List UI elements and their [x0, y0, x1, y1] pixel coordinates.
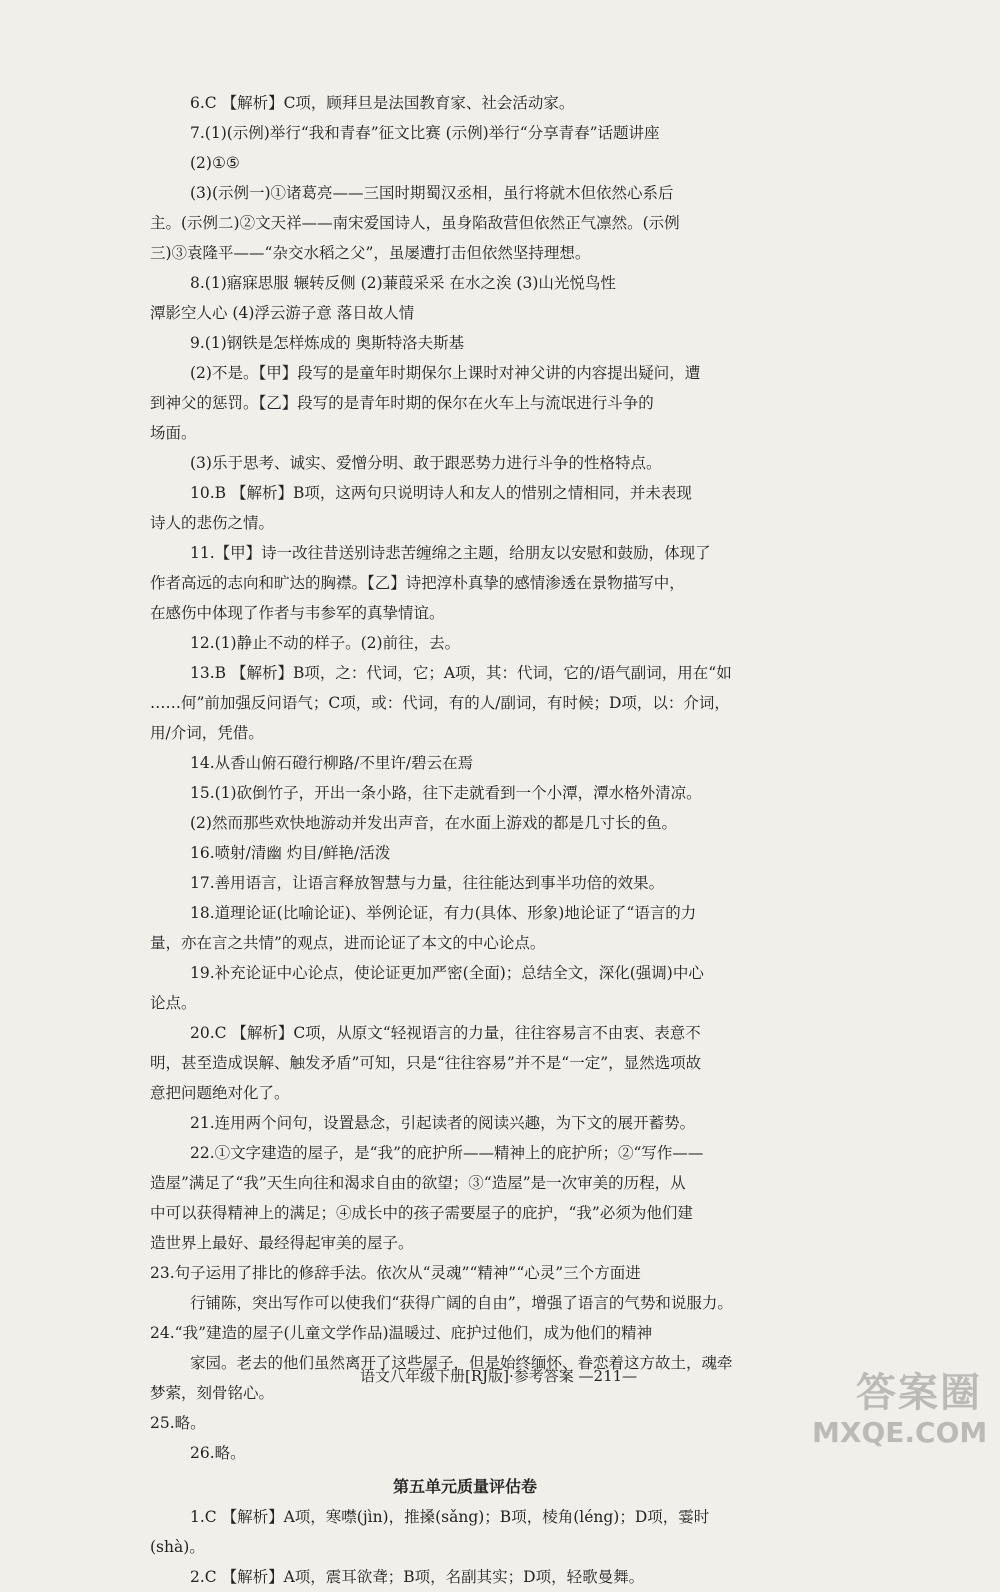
answer-line: 作者高远的志向和旷达的胸襟。【乙】诗把淳朴真挚的感情渗透在景物描写中， — [150, 574, 685, 592]
answer-line: 三)③袁隆平——“杂交水稻之父”，虽屡遭打击但依然坚持理想。 — [150, 244, 591, 262]
answer-line: 场面。 — [150, 424, 197, 442]
answer-line: 12.(1)静止不动的样子。(2)前往，去。 — [190, 634, 461, 652]
answer-line: 26.略。 — [190, 1444, 246, 1462]
answer-line: 论点。 — [150, 994, 197, 1012]
answer-line: 24.“我”建造的屋子(儿童文学作品)温暖过、庇护过他们，成为他们的精神 — [150, 1324, 653, 1342]
answer-line: 造屋”满足了“我”天生向往和渴求自由的欲望；③“造屋”是一次审美的历程，从 — [150, 1174, 686, 1192]
answer-line: 梦萦，刻骨铭心。 — [150, 1384, 275, 1402]
answer-line: 潭影空人心 (4)浮云游子意 落日故人情 — [150, 304, 415, 322]
answer-line: (2)不是。【甲】段写的是童年时期保尔上课时对神父讲的内容提出疑问，遭 — [190, 364, 701, 382]
answer-line: ……何”前加强反问语气；C项，或：代词，有的人/副词，有时候；D项，以：介词， — [150, 694, 730, 712]
answer-line: 6.C 【解析】C项，顾拜旦是法国教育家、社会活动家。 — [190, 94, 575, 112]
answer-line: 诗人的悲伤之情。 — [150, 514, 275, 532]
answer-line: (shà)。 — [150, 1538, 205, 1556]
answer-line: (3)乐于思考、诚实、爱憎分明、敢于跟恶势力进行斗争的性格特点。 — [190, 454, 662, 472]
answer-line: 13.B 【解析】B项，之：代词，它；A项，其：代词，它的/语气副词，用在“如 — [190, 664, 732, 682]
answer-line: 9.(1)钢铁是怎样炼成的 奥斯特洛夫斯基 — [190, 334, 465, 352]
answer-line: (2)然而那些欢快地游动并发出声音，在水面上游戏的都是几寸长的鱼。 — [190, 814, 677, 832]
answer-line: 7.(1)(示例)举行“我和青春”征文比赛 (示例)举行“分享青春”话题讲座 — [190, 124, 660, 142]
answer-line: 10.B 【解析】B项，这两句只说明诗人和友人的惜别之情相同，并未表现 — [190, 484, 692, 502]
answer-line: 16.喷射/清幽 灼目/鲜艳/活泼 — [190, 844, 391, 862]
answer-line: 在感伤中体现了作者与韦参军的真挚情谊。 — [150, 604, 445, 622]
answer-line: 8.(1)寤寐思服 辗转反侧 (2)蒹葭采采 在水之涘 (3)山光悦鸟性 — [190, 274, 616, 292]
answer-line: 明，甚至造成误解、触发矛盾”可知，只是“往往容易”并不是“一定”，显然选项故 — [150, 1054, 702, 1072]
answer-line: 2.C 【解析】A项，震耳欲聋；B项，名副其实；D项，轻歌曼舞。 — [190, 1568, 645, 1586]
answer-line: 中可以获得精神上的满足；④成长中的孩子需要屋子的庇护，“我”必须为他们建 — [150, 1204, 693, 1222]
answer-line: 1.C 【解析】A项，寒噤(jìn)，推搡(sǎng)；B项，棱角(léng)；D项，霎时 — [190, 1508, 710, 1526]
answer-line: (2)①⑤ — [190, 154, 240, 172]
answer-line: 25.略。 — [150, 1414, 206, 1432]
answer-line: 用/介词，凭借。 — [150, 724, 264, 742]
answer-line: 主。(示例二)②文天祥——南宋爱国诗人，虽身陷敌营但依然正气凛然。(示例 — [150, 214, 680, 232]
answer-line: 23.句子运用了排比的修辞手法。依次从“灵魂”“精神”“心灵”三个方面进 — [150, 1264, 641, 1282]
answer-line: 到神父的惩罚。【乙】段写的是青年时期的保尔在火车上与流氓进行斗争的 — [150, 394, 654, 412]
answer-line: (3)(示例一)①诸葛亮——三国时期蜀汉丞相，虽行将就木但依然心系后 — [190, 184, 674, 202]
page-footer: 语文八年级下册[RJ版]·参考答案 —211— — [360, 1367, 638, 1385]
answer-line: 18.道理论证(比喻论证)、举例论证，有力(具体、形象)地论证了“语言的力 — [190, 904, 697, 922]
answer-line: 造世界上最好、最经得起审美的屋子。 — [150, 1234, 414, 1252]
watermark-logo — [812, 1361, 988, 1461]
answer-line: 11.【甲】诗一改往昔送别诗悲苦缠绵之主题，给朋友以安慰和鼓励，体现了 — [190, 544, 711, 562]
answer-line: 14.从香山俯石磴行柳路/不里许/碧云在焉 — [190, 754, 474, 772]
answer-line: 量，亦在言之共情”的观点，进而论证了本文的中心论点。 — [150, 934, 546, 952]
answer-line: 意把问题绝对化了。 — [150, 1084, 290, 1102]
answer-line: 行铺陈，突出写作可以使我们“获得广阔的自由”，增强了语言的气势和说服力。 — [190, 1294, 733, 1312]
watermark-url: MXQE.COM — [812, 1416, 988, 1449]
section-title: 第五单元质量评估卷 — [392, 1477, 537, 1496]
answer-line: 20.C 【解析】C项，从原文“轻视语言的力量，往往容易言不由衷、表意不 — [190, 1024, 701, 1042]
answer-line: 19.补充论证中心论点，使论证更加严密(全面)；总结全文，深化(强调)中心 — [190, 964, 704, 982]
answer-line: 15.(1)砍倒竹子，开出一条小路，往下走就看到一个小潭，潭水格外清凉。 — [190, 784, 702, 802]
answer-line: 家园。老去的他们虽然离开了这些屋子，但是始终缅怀、眷恋着这方故土，魂牵 — [190, 1354, 733, 1372]
answer-line: 17.善用语言，让语言释放智慧与力量，往往能达到事半功倍的效果。 — [190, 874, 665, 892]
answer-line: 22.①文字建造的屋子，是“我”的庇护所——精神上的庇护所；②“写作—— — [190, 1144, 704, 1162]
watermark-logo-text: 答案圈 — [856, 1370, 982, 1416]
answer-line: 21.连用两个问句，设置悬念，引起读者的阅读兴趣，为下文的展开蓄势。 — [190, 1114, 696, 1132]
